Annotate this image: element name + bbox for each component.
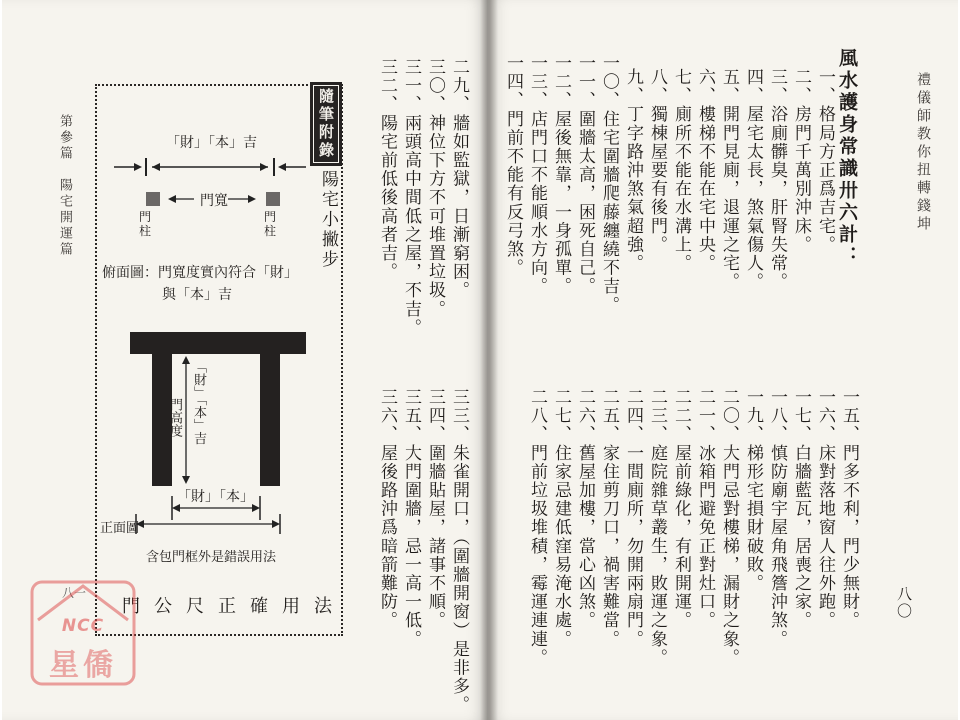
front-view-label: 正面圖: [100, 521, 140, 536]
list-item: 一一、圍牆太高，困死自己。: [575, 54, 595, 296]
list-item: 二一、冰箱門避免正對灶口。: [695, 388, 715, 630]
list-item: 二二、屋前綠化，有利開運。: [671, 388, 691, 630]
right-running-head: 禮儀師教你扭轉錢坤: [915, 72, 931, 234]
list-item: 一八、慎防廟宇屋角飛簷沖煞。: [767, 388, 787, 649]
right-post-label: 門柱: [264, 210, 277, 238]
list-item: 一〇、住宅圍牆爬藤纏繞不吉。: [599, 54, 619, 315]
sidebar-tag: 隨筆附錄: [310, 82, 342, 166]
list-item: 二四、一間廁所，勿開兩扇門。: [623, 388, 643, 649]
width-label: 門寬: [200, 193, 228, 209]
top-label: 「財」「本」吉: [166, 135, 257, 151]
right-page-number: 八〇: [895, 586, 913, 620]
list-item: 五、開門見廁，退運之宅。: [719, 68, 739, 292]
ncc-watermark-logo: [28, 578, 138, 688]
book-gutter: [480, 0, 498, 720]
list-item: 一三、店門口不能順水方向。: [527, 54, 547, 296]
list-item: 一二、屋後無靠，一身孤單。: [551, 54, 571, 296]
list-item: 八、獨棟屋要有後門。: [647, 68, 667, 254]
left-running-head: 第參篇 陽宅開運篇: [57, 114, 72, 258]
list-item: 四、屋宅太長，煞氣傷人。: [743, 68, 763, 292]
list-item: 二三、庭院雜草叢生，敗運之象。: [647, 388, 667, 667]
list-item: 二七、住家忌建低窪易淹水處。: [551, 388, 571, 649]
list-item: 一七、白牆藍瓦，居喪之家。: [791, 388, 811, 630]
bottom-label: 「財」「本」: [177, 489, 254, 505]
right-page: [488, 0, 958, 720]
list-item: 一四、門前不能有反弓煞。: [503, 54, 523, 278]
wrong-usage-label: 含包門框外是錯誤用法: [146, 550, 277, 565]
watermark-name: 星僑: [49, 648, 117, 683]
arrow-in-left-icon: [134, 163, 142, 171]
list-item: 三〇、神位下方不可堆置垃圾。: [425, 58, 445, 319]
sidebar-title: 陽宅小撇步: [318, 170, 338, 270]
list-item: 三六、屋後路沖爲暗箭難防。: [377, 388, 397, 630]
door-jamb-right: [260, 354, 280, 486]
door-lintel: [130, 332, 306, 354]
list-item: 三三、朱雀開口，（圍牆開窗）是非多。: [449, 388, 469, 715]
arrow-width-right-icon: [248, 195, 256, 203]
list-item: 二八、門前垃圾堆積，霉運連連。: [527, 388, 547, 667]
list-item: 九、丁字路沖煞氣超強。: [623, 68, 643, 273]
left-post-label: 門柱: [139, 210, 152, 238]
arrow-width-left-icon: [168, 195, 176, 203]
list-item: 二〇、大門忌對樓梯，漏財之象。: [719, 388, 739, 667]
list-item: 一五、門多不利，門少無財。: [839, 388, 859, 630]
list-item: 二六、舊屋加樓，當心凶煞。: [575, 388, 595, 630]
list-item: 三四、圍牆貼屋，諸事不順。: [425, 388, 445, 630]
front-view-diagram: [112, 330, 312, 540]
caption-line-2: 與「本」吉: [162, 287, 232, 303]
list-item: 二九、牆如監獄，日漸窮困。: [449, 58, 469, 300]
list-item: 二五、家住剪刀口，禍害難當。: [599, 388, 619, 649]
watermark-letters: NCC: [61, 616, 105, 636]
left-page-number: 八一: [62, 586, 87, 600]
right-door-post: [266, 192, 280, 206]
arrow-left-icon: [152, 163, 160, 171]
list-item: 三二、陽宅前低後高者吉。: [377, 58, 397, 282]
list-item: 六、樓梯不能在宅中央。: [695, 68, 715, 273]
arrow-up-icon: [182, 356, 190, 364]
arrow-down-icon: [182, 476, 190, 484]
list-item: 一九、梯形宅損財破敗。: [743, 388, 763, 593]
arrow-in-right-icon: [278, 163, 286, 171]
list-item: 一六、床對落地窗人往外跑。: [815, 388, 835, 630]
list-item: 三一、兩頭高中間低之屋，不吉。: [401, 58, 421, 337]
list-item: 一、格局方正爲吉宅。: [815, 68, 835, 254]
inner-label: 「財」「本」吉: [191, 360, 206, 445]
proper-usage-caption: 門公尺正確用法: [122, 596, 346, 617]
arrow-right-icon: [260, 163, 268, 171]
arrow-wrong-right-icon: [272, 520, 280, 528]
list-item: 二、房門千萬別沖床。: [791, 68, 811, 254]
caption-line-1: 俯面圖：門寬度實內符合「財」: [102, 265, 298, 281]
left-door-post: [146, 192, 160, 206]
height-label: 門高度: [167, 398, 182, 437]
right-page-heading: 風水護身常識卅六計：: [836, 48, 858, 268]
list-item: 三、浴廁髒臭，肝腎失常。: [767, 68, 787, 292]
list-item: 七、廁所不能在水溝上。: [671, 68, 691, 273]
list-item: 三五、大門圍牆，忌一高一低。: [401, 388, 421, 649]
